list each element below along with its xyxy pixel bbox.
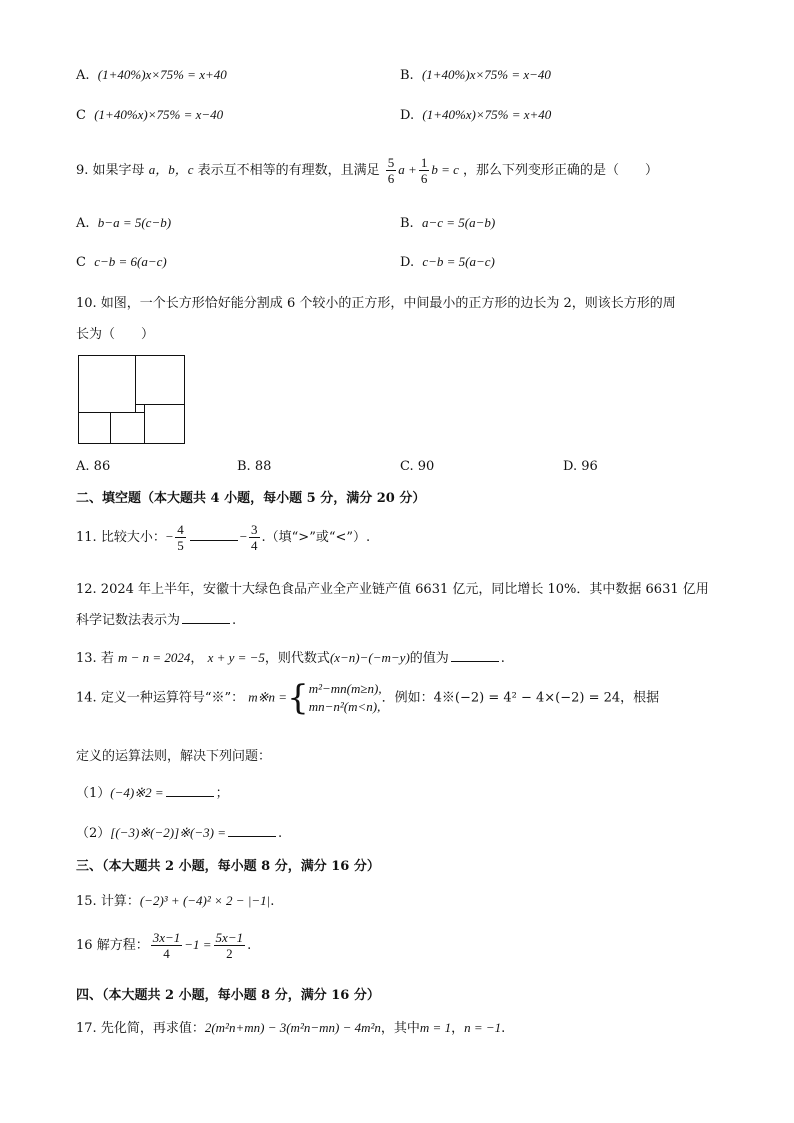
q11-stem: 11. 比较大小：− $\frac{4}{5}$ − $\frac{3}{4}$ .（填“>”或“<”）. [76, 522, 371, 553]
q9-option-b: B. a−c = 5(a−b) [400, 215, 496, 231]
square-bottom-left [78, 412, 111, 444]
q9-option-d: D. c−b = 5(a−c) [400, 254, 495, 270]
q9-option-a: A. b−a = 5(c−b) [76, 215, 172, 231]
q15-stem: 15. 计算：(−2)³ + (−4)² × 2 − |−1|. [76, 893, 275, 909]
answer-blank[interactable] [182, 611, 230, 624]
q10-option-d: D. 96 [563, 459, 598, 474]
section4-title: 四、（本大题共 2 小题，每小题 8 分，满分 16 分） [76, 988, 380, 1003]
square-top-right [135, 355, 185, 405]
q10-option-b: B. 88 [237, 459, 272, 474]
q10-stem-line2: 长为（ ） [76, 327, 155, 342]
q8-option-d: D. (1+40%x)×75% = x+40 [400, 107, 552, 123]
q16-stem: 16 解方程： $\frac{3x-1}{4}$ −1 = $\frac{5x-1}{2}$ . [76, 930, 252, 961]
q8-option-a: A. (1+40%)x×75% = x+40 [76, 67, 227, 83]
section3-title: 三、（本大题共 2 小题，每小题 8 分，满分 16 分） [76, 859, 380, 874]
q10-stem-line1: 10. 如图，一个长方形恰好能分割成 6 个较小的正方形，中间最小的正方形的边长为 2，则该长方形的周 [76, 296, 676, 311]
answer-blank[interactable] [166, 784, 214, 797]
q8-option-c: C (1+40%x)×75% = x−40 [76, 107, 224, 123]
q14-stem-line2: 定义的运算法则，解决下列问题： [76, 749, 272, 764]
q10-rectangle-figure [78, 355, 185, 444]
q10-option-c: C. 90 [400, 459, 435, 474]
answer-blank[interactable] [228, 824, 276, 837]
q9-stem: 9. 如果字母 a，b，c 表示互不相等的有理数，且满足 $\frac{5}{6}$ a + $\frac{1}{6}$ b = c ，那么下列变形正确的是（ ） [76, 155, 659, 186]
q12-stem-line1: 12. 2024 年上半年，安徽十大绿色食品产业全产业链产值 6631 亿元，同比增长 10%．其中数据 6631 亿用 [76, 582, 709, 597]
answer-blank[interactable] [451, 649, 499, 662]
q14-sub2: （2）[(−3)※(−2)]※(−3) = . [76, 825, 283, 841]
q14-sub1: （1）(−4)※2 = ； [76, 785, 229, 801]
q17-stem: 17. 先化简，再求值：2(m²n+mn) − 3(m²n−mn) − 4m²n，其中m = 1，n = −1. [76, 1020, 506, 1036]
q9-option-c: C c−b = 6(a−c) [76, 254, 167, 270]
q10-option-a: A. 86 [76, 459, 111, 474]
q14-stem: 14. 定义一种运算符号“※”： m※n ={ m²−mn(m≥n), mn−n²(m<n), ．例如：4※(−2) = 4² − 4×(−2) = 24，根据 [76, 678, 660, 718]
q13-stem: 13. 若 m − n = 2024， x + y = −5，则代数式(x−n)−(−m−y)的值为 . [76, 650, 505, 666]
square-bottom-right [144, 404, 185, 444]
section2-title: 二、填空题（本大题共 4 小题，每小题 5 分，满分 20 分） [76, 491, 426, 506]
square-bottom-middle [110, 412, 145, 444]
square-top-left [78, 355, 136, 413]
q8-option-b: B. (1+40%)x×75% = x−40 [400, 67, 551, 83]
answer-blank[interactable] [190, 528, 238, 541]
q12-stem-line2: 科学记数法表示为 . [76, 613, 237, 628]
